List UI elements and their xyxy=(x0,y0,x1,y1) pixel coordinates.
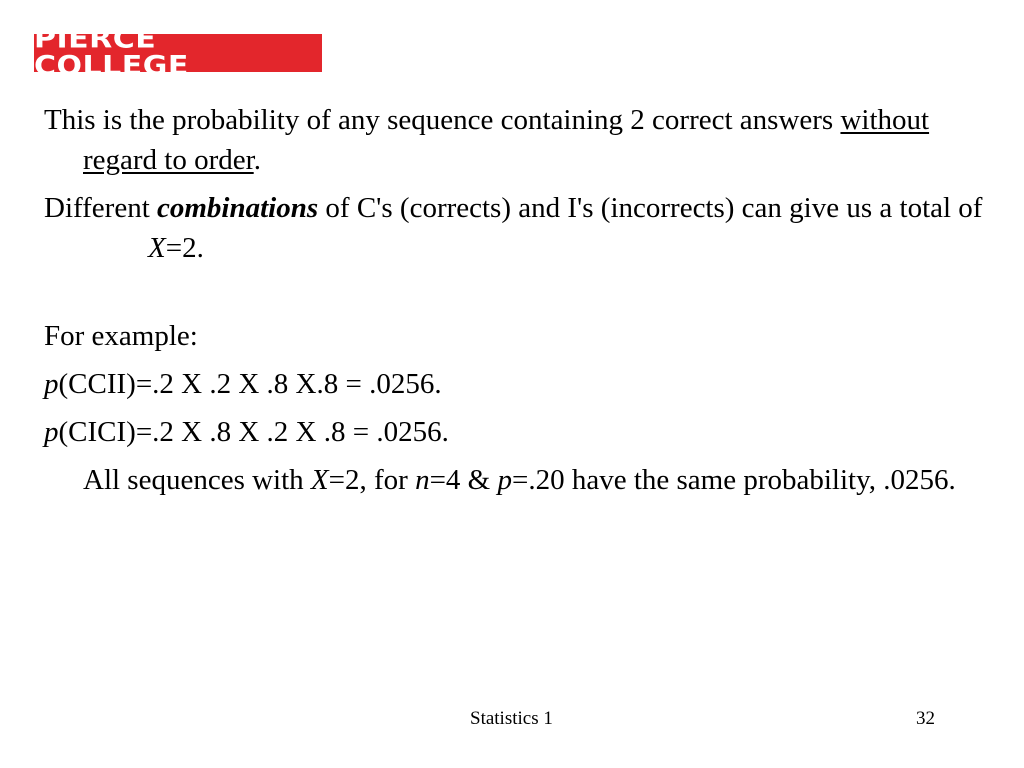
combinations-post: of C's (corrects) and I's (incorrects) can give us a total of xyxy=(318,192,983,224)
variable-p: p xyxy=(497,464,512,496)
probability-statement xyxy=(44,100,994,180)
example-ccii xyxy=(44,364,994,404)
footer-title: Statistics 1 xyxy=(470,708,553,729)
combinations-statement xyxy=(44,188,994,268)
variable-p: p xyxy=(44,368,59,400)
variable-x: X xyxy=(310,464,329,496)
variable-x: X xyxy=(148,232,166,264)
combinations-end: =2. xyxy=(165,232,204,264)
underlined-phrase: without regard to order xyxy=(83,104,930,176)
variable-n: n xyxy=(415,464,430,496)
logo-text: PIERCE COLLEGE xyxy=(34,23,189,82)
variable-p: p xyxy=(44,416,59,448)
college-logo xyxy=(34,23,322,82)
example-cici-text: (CICI)=.2 X .8 X .2 X .8 = .0256. xyxy=(58,416,449,448)
example-heading: For example: xyxy=(44,320,198,352)
combinations-pre: Different xyxy=(44,192,157,224)
example-ccii-text: (CCII)=.2 X .2 X .8 X.8 = .0256. xyxy=(58,368,442,400)
statement-period: . xyxy=(253,144,261,176)
sequences-pre: All sequences with xyxy=(83,464,311,496)
page-number: 32 xyxy=(916,708,935,729)
slide-content xyxy=(44,100,994,500)
sequences-mid1: =2, for xyxy=(328,464,416,496)
example-cici xyxy=(44,412,994,452)
sequences-statement xyxy=(44,460,994,500)
probability-statement-text: This is the probability of any sequence containing 2 correct answers xyxy=(44,104,841,136)
combinations-emphasis: combinations xyxy=(157,192,319,224)
sequences-end: =.20 have the same probability, .0256. xyxy=(511,464,956,496)
sequences-mid2: =4 & xyxy=(429,464,498,496)
